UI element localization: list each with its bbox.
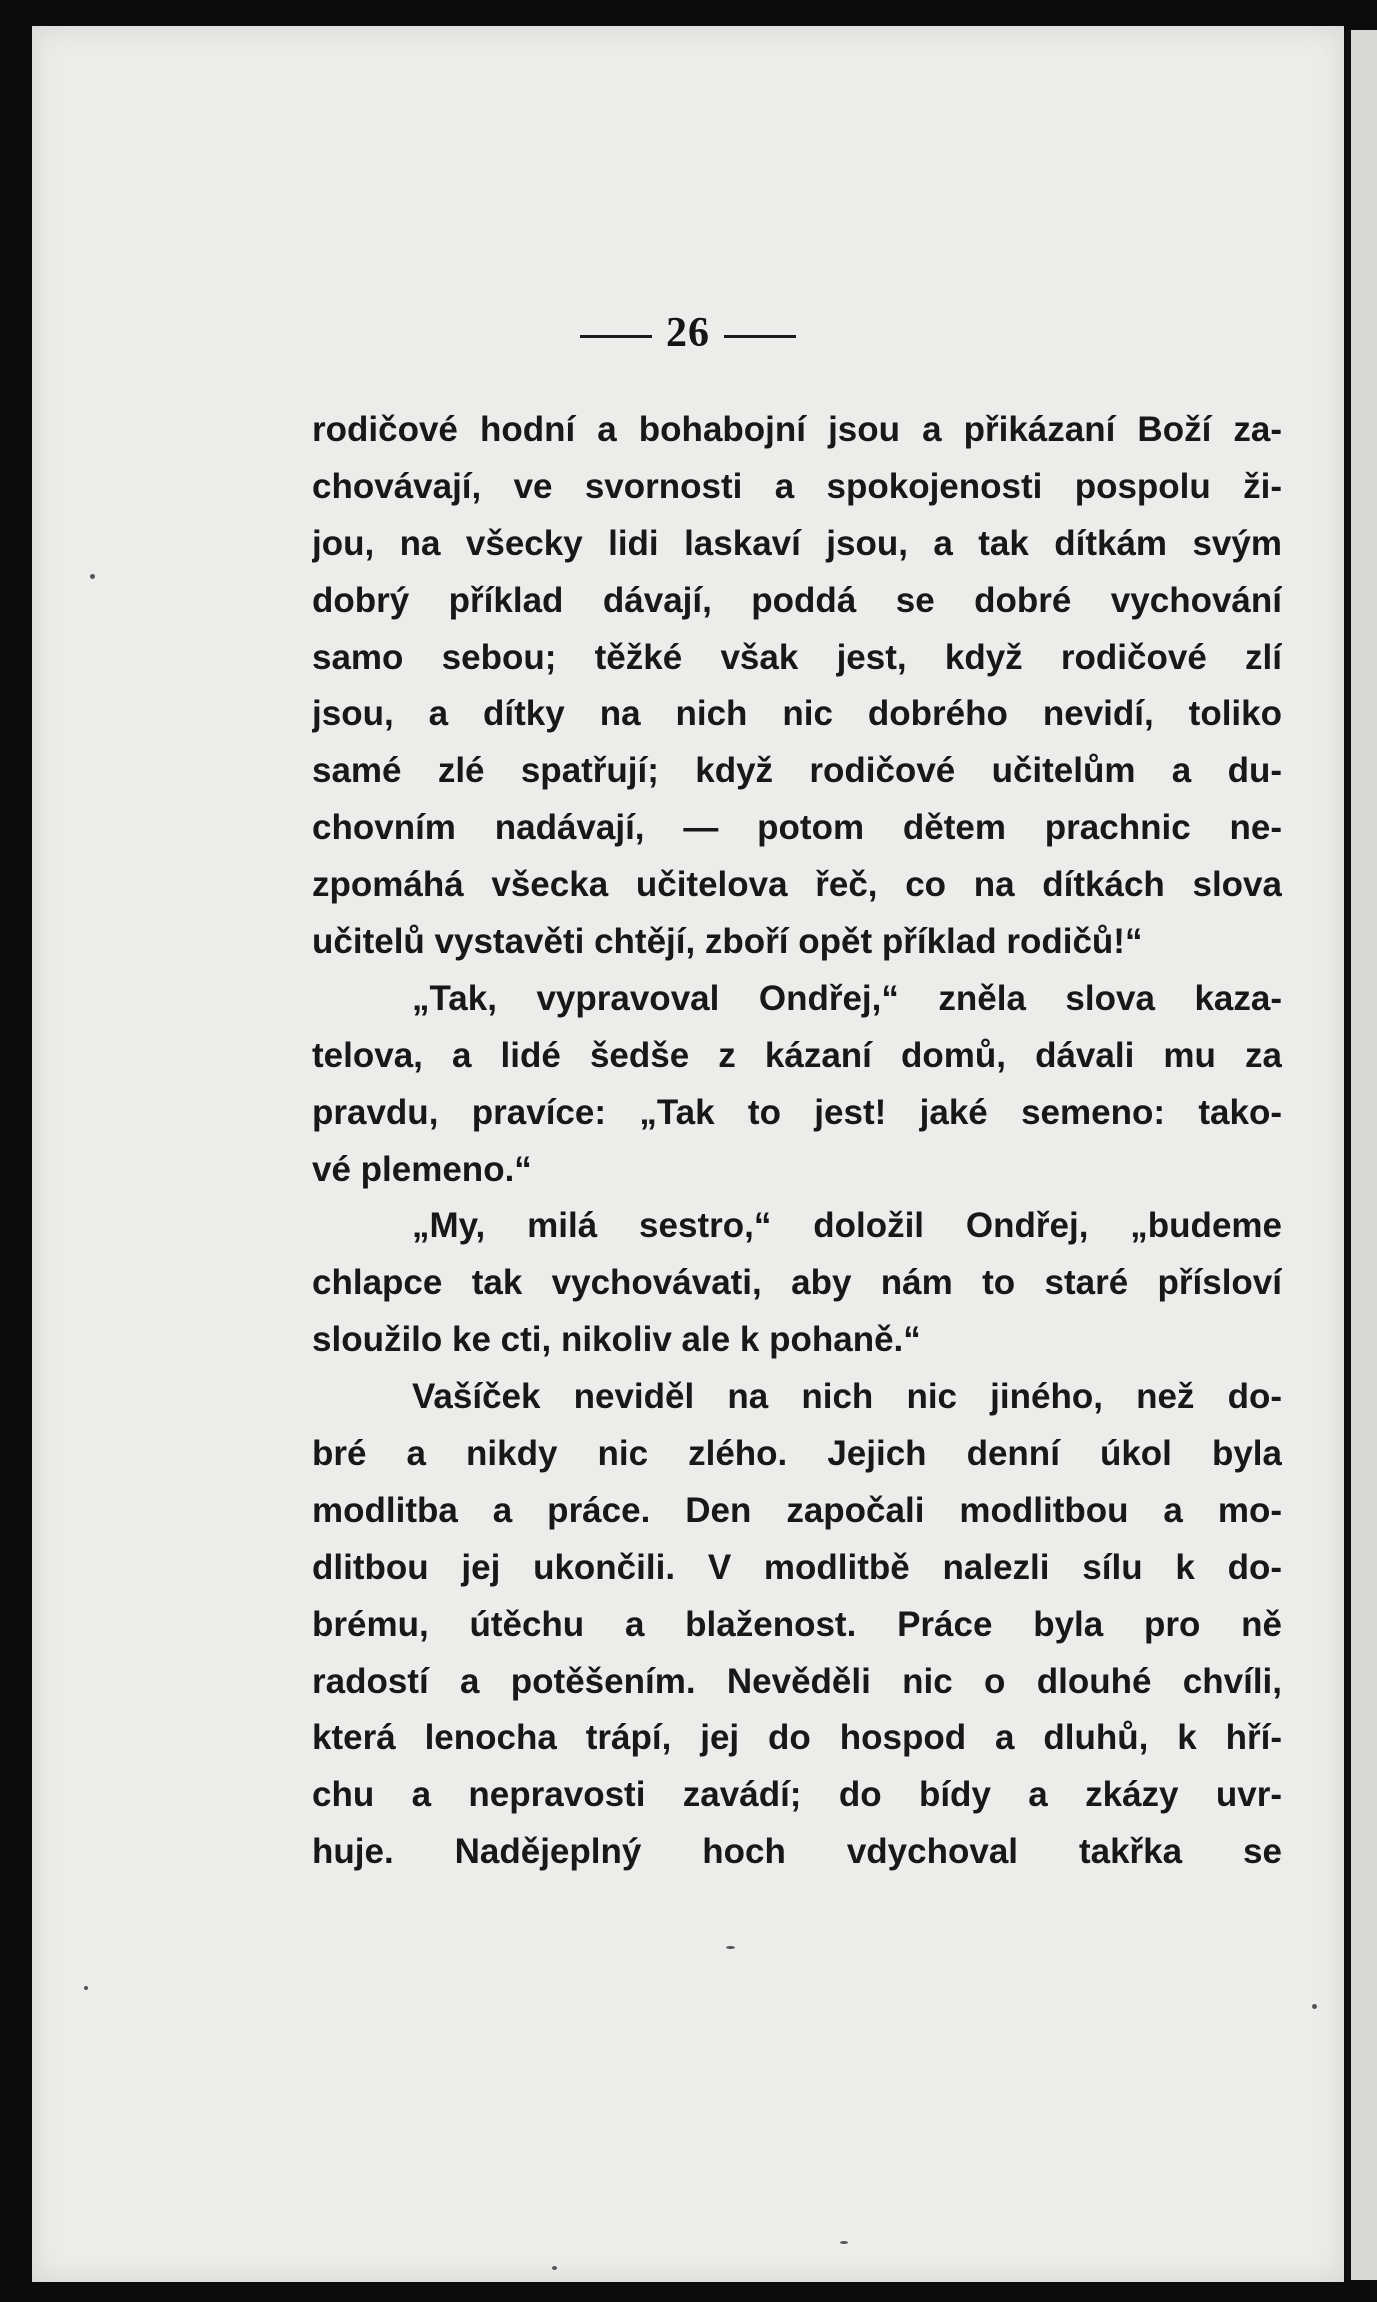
paper-speck [840, 2241, 848, 2244]
text-line: rodičové hodní a bohabojní jsou a přikázaní Boží za- [312, 410, 1282, 449]
page-number [32, 309, 1344, 357]
paper-sheet [32, 26, 1344, 2282]
text-line: zpomáhá všecka učitelova řeč, co na dítkách slova [312, 865, 1282, 905]
text-line: chu a nepravosti zavádí; do bídy a zkázy uvr- [312, 1775, 1282, 1815]
text-line: Vašíček neviděl na nich nic jiného, než do- [412, 1377, 1282, 1417]
text-line: učitelů vystavěti chtějí, zboří opět příklad rodičů!“ [312, 922, 1143, 962]
adjacent-page-edge [1347, 30, 1377, 2280]
text-line: dobrý příklad dávají, poddá se dobré vychování [312, 580, 1282, 620]
text-line: jou, na všecky lidi laskaví jsou, a tak dítkám svým [312, 523, 1282, 563]
paper-speck [90, 574, 95, 579]
text-line: samo sebou; těžké však jest, když rodičové zlí [312, 637, 1282, 677]
text-line: samé zlé spatřují; když rodičové učitelům a du- [312, 751, 1282, 791]
text-line: „My, milá sestro,“ doložil Ondřej, „budeme [412, 1206, 1282, 1246]
text-line: „Tak, vypravoval Ondřej,“ zněla slova kaza- [412, 978, 1282, 1018]
text-line: chovávají, ve svornosti a spokojenosti pospolu ži- [312, 466, 1282, 506]
text-line: sloužilo ke cti, nikoliv ale k pohaně.“ [312, 1320, 921, 1360]
body-text [312, 402, 1282, 1881]
text-line: chovním nadávají, — potom dětem prachnic ne- [312, 808, 1282, 848]
page-number-text: 26 [666, 310, 710, 356]
text-line: huje. Nadějeplný hoch vdychoval takřka se [312, 1832, 1282, 1872]
text-line: vé plemeno.“ [312, 1149, 532, 1189]
page-number-right-rule [724, 335, 796, 338]
paper-speck [552, 2266, 557, 2270]
text-line: dlitbou jej ukončili. V modlitbě nalezli sílu k do- [312, 1547, 1282, 1587]
text-line: chlapce tak vychovávati, aby nám to staré přísloví [312, 1263, 1282, 1303]
paper-speck [726, 1946, 735, 1949]
text-line: jsou, a dítky na nich nic dobrého nevidí, toliko [312, 694, 1282, 734]
text-line: brému, útěchu a blaženost. Práce byla pro ně [312, 1604, 1282, 1644]
paper-speck [84, 1986, 88, 1990]
page-number-left-rule [580, 335, 652, 338]
text-line: pravdu, pravíce: „Tak to jest! jaké semeno: tako- [312, 1092, 1282, 1132]
text-line: bré a nikdy nic zlého. Jejich denní úkol byla [312, 1434, 1282, 1474]
text-line: radostí a potěšením. Nevěděli nic o dlouhé chvíli, [312, 1661, 1282, 1701]
text-line: která lenocha trápí, jej do hospod a dluhů, k hří- [312, 1718, 1282, 1758]
text-line: telova, a lidé šedše z kázaní domů, dávali mu za [312, 1035, 1282, 1075]
paper-speck [1312, 2004, 1317, 2009]
text-line: modlitba a práce. Den započali modlitbou a mo- [312, 1490, 1282, 1530]
